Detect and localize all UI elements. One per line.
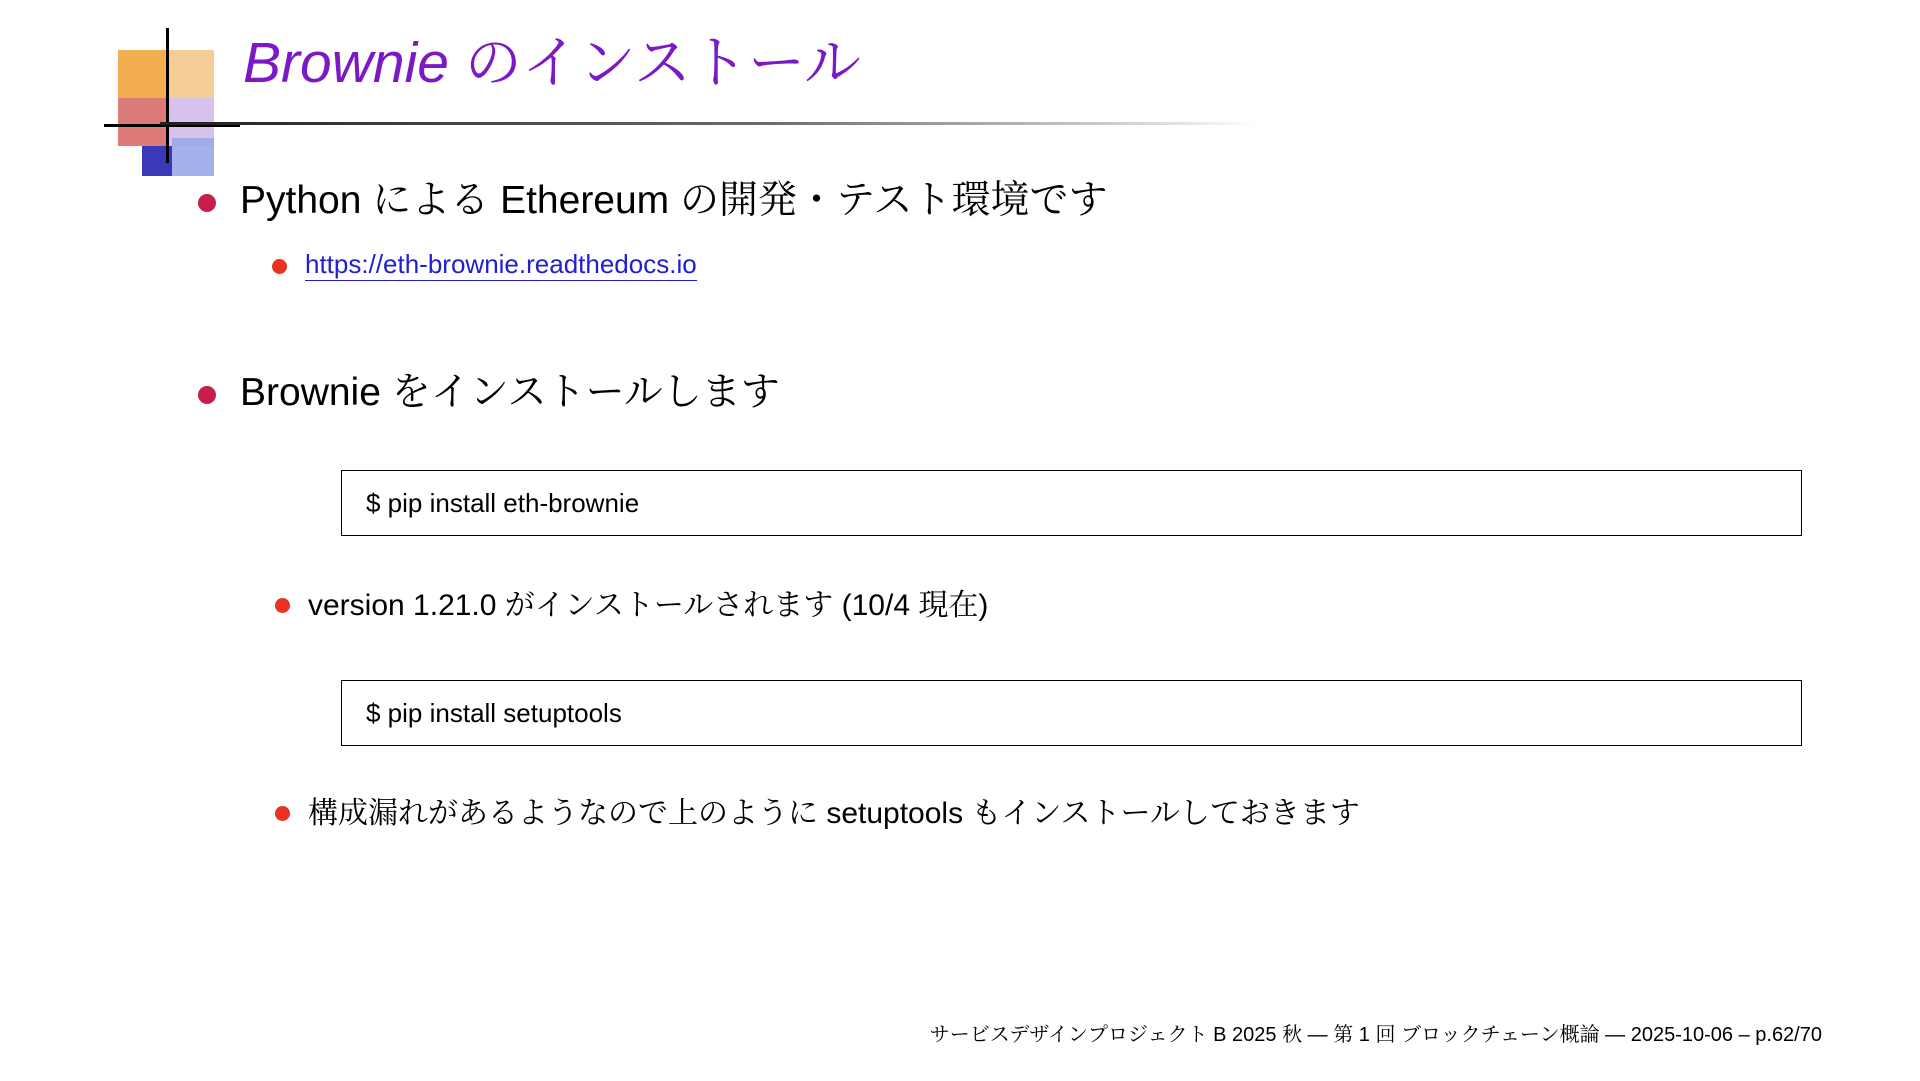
- title-divider: [160, 122, 1258, 125]
- bullet-dot-icon: [272, 259, 287, 274]
- bullet-dot-icon: [275, 598, 290, 613]
- logo-square-orange: [118, 50, 166, 98]
- docs-link[interactable]: https://eth-brownie.readthedocs.io: [305, 249, 697, 279]
- brand-logo: [104, 28, 240, 163]
- bullet-item-install-brownie: [198, 370, 780, 417]
- bullet-text: Brownie をインストールします: [240, 371, 780, 414]
- bullet-item-version-note: [275, 588, 988, 624]
- bullet-text: Python による Ethereum の開発・テスト環境です: [240, 179, 1108, 222]
- slide-footer: サービスデザインプロジェクト B 2025 秋 — 第 1 回 ブロックチェーン概論 — 2025-10-06 – p.62/70: [929, 1024, 1822, 1046]
- code-block-install-brownie: [341, 470, 1802, 536]
- bullet-item-setuptools-note: [275, 796, 1360, 832]
- logo-square-red: [118, 98, 166, 146]
- slide-title-japanese: のインストール: [464, 31, 861, 95]
- code-block-install-setuptools: [341, 680, 1802, 746]
- bullet-dot-icon: [198, 386, 216, 404]
- logo-square-light-blue: [172, 138, 214, 176]
- bullet-item-python-env: [198, 178, 1107, 225]
- slide-title-latin: Brownie: [243, 31, 465, 95]
- logo-vertical-line: [166, 28, 169, 163]
- code-text: $ pip install eth-brownie: [366, 487, 640, 518]
- slide-title: [243, 32, 861, 95]
- bullet-item-docs-link: [272, 249, 697, 281]
- bullet-dot-icon: [198, 194, 216, 212]
- bullet-dot-icon: [275, 806, 290, 821]
- bullet-text: version 1.21.0 がインストールされます (10/4 現在): [308, 589, 989, 622]
- bullet-text: 構成漏れがあるようなので上のように setuptools もインストールしておきます: [308, 797, 1360, 830]
- code-text: $ pip install setuptools: [366, 697, 622, 728]
- logo-square-light-orange: [166, 50, 214, 98]
